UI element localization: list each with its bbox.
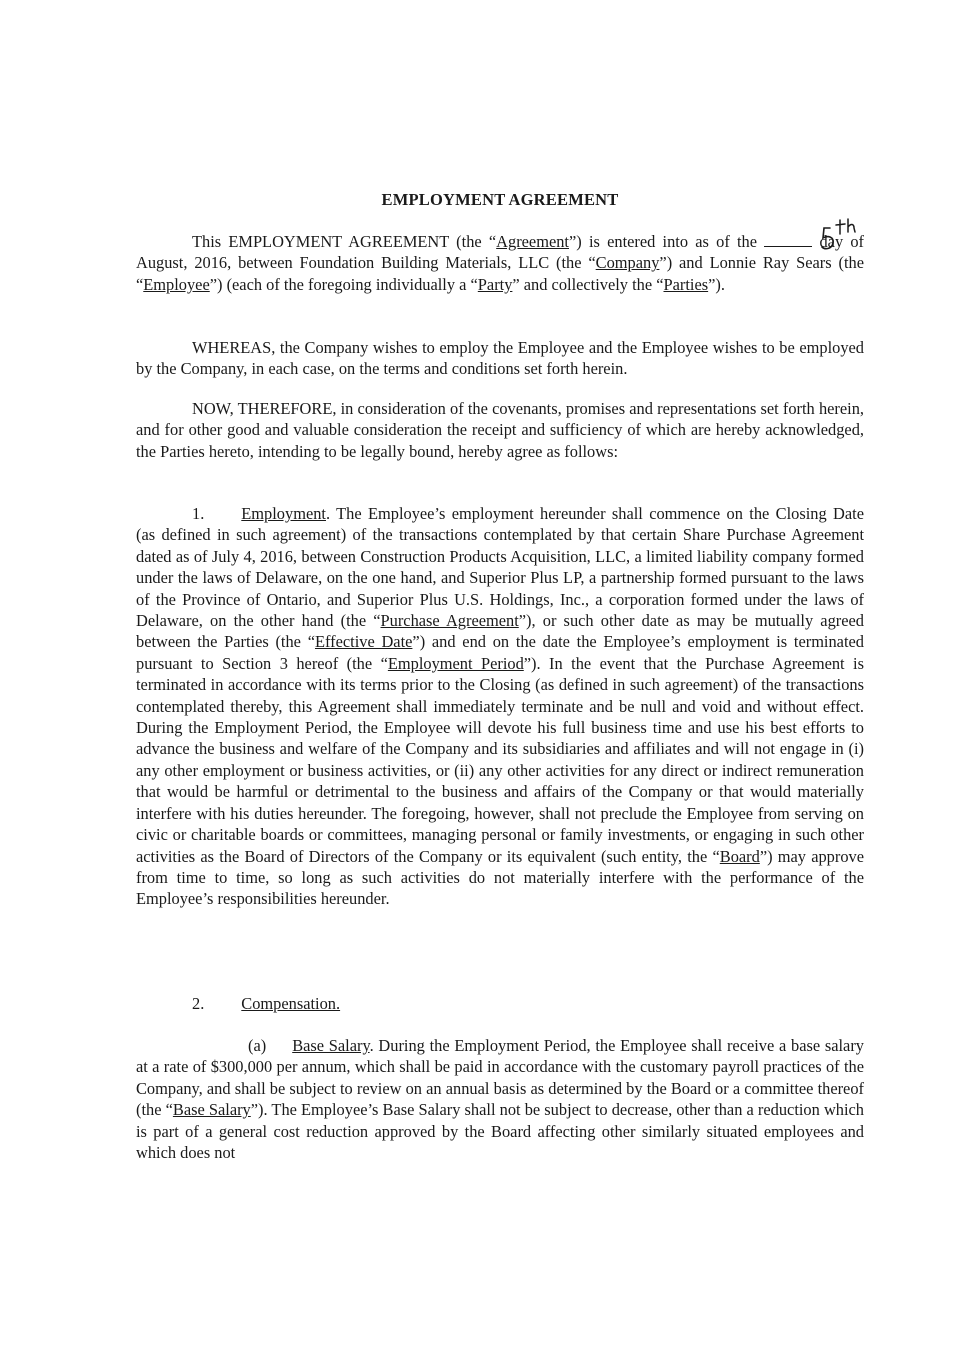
intro-text-6: ” and collectively the “: [512, 274, 664, 294]
intro-text-5: ”) (each of the foregoing individually a “: [209, 274, 478, 294]
whereas-paragraph: [136, 337, 864, 380]
section-1-text-1: . The Employee’s employment hereunder shall commence on the Closing Date (as defined in such agreement) of the transactions contemplated by that certain Share Purchase Agreement dated as of July 4, 2016, between Construction Products Acquisition, LLC, a limited liability company formed under the laws of Delaware, on the one hand, and Superior Plus LP, a partnership formed pursuant to the laws of the Province of Ontario, and Superior Plus U.S. Holdings, Inc., a corporation formed under the laws of Delaware, on the other hand (the “: [136, 504, 864, 631]
section-2-heading: Compensation.: [241, 994, 341, 1013]
section-1-text-2: ”), or such other date as may be mutually agreed between the Parties (the “: [136, 611, 864, 652]
section-2a-paragraph: [136, 1035, 864, 1163]
day-blank-line: [764, 232, 812, 247]
term-employee: Employee: [143, 274, 210, 294]
whereas-text: WHEREAS, the Company wishes to employ the Employee and the Employee wishes to be employed by the Company, in each case, on the terms and conditions set forth herein.: [136, 338, 864, 379]
intro-text-3: day of August, 2016, between Foundation Building Materials, LLC (the “: [136, 232, 865, 273]
section-2a-text-1: . During the Employment Period, the Employee shall receive a base salary at a rate of $300,000 per annum, which shall be paid in accordance with the customary payroll practices of the Company, and shall be subject to review on an annual basis as determined by the Board or a committee thereof (the “: [136, 1036, 864, 1120]
intro-paragraph: [136, 231, 864, 295]
section-2-heading-paragraph: [136, 993, 864, 1014]
intro-text-2: ”) is entered into as of the: [569, 232, 765, 251]
term-party: Party: [477, 274, 513, 294]
section-1-text-3: ”) and end on the date the Employee’s employment is terminated pursuant to Section 3 hereof (the “: [136, 632, 864, 673]
term-employment-period: Employment Period: [387, 653, 524, 673]
term-effective-date: Effective Date: [314, 632, 413, 652]
term-parties: Parties: [663, 274, 709, 294]
section-1-text-5: ”) may approve from time to time, so long as such activities do not materially interfere with the performance of the Employee’s responsibilities hereunder.: [136, 846, 865, 909]
section-1-paragraph: [136, 503, 864, 910]
intro-text-7: ”).: [708, 274, 725, 294]
section-2a-heading: Base Salary: [292, 1036, 370, 1055]
section-1-text-4: ”). In the event that the Purchase Agreement is terminated in accordance with its terms prior to the Closing (as defined in such agreement) of the transactions contemplated thereby, this Agreement shall immediately terminate and be null and void and without effect. During the Employment Period, the Employee will devote his full business time and use his best efforts to advance the business and welfare of the Company and its subsidiaries and affiliates and will not engage in (i) any other employment or business activities, or (ii) any other activities for any direct or indirect remuneration that would be harmful or detrimental to the business and affairs of the Company or that would materially interfere with his duties hereunder. The foregoing, however, shall not preclude the Employee from serving on civic or charitable boards or committees, managing personal or family investments, or engaging in such other activities as the Board of Directors of the Company or its equivalent (such entity, the “: [136, 653, 864, 866]
section-2a-label: (a): [248, 1036, 267, 1055]
now-therefore-text: NOW, THEREFORE, in consideration of the covenants, promises and representations set forth herein, and for other good and valuable consideration the receipt and sufficiency of which are hereby acknowledged, the Parties hereto, intending to be legally bound, hereby agree as follows:: [136, 399, 864, 461]
term-board: Board: [719, 846, 760, 866]
term-purchase-agreement: Purchase Agreement: [380, 611, 519, 631]
document-title: EMPLOYMENT AGREEMENT: [381, 190, 619, 209]
term-agreement: Agreement: [496, 232, 569, 251]
section-1-number: 1.: [192, 504, 205, 523]
term-base-salary: Base Salary: [172, 1100, 251, 1120]
now-therefore-paragraph: [136, 398, 864, 462]
section-2-number: 2.: [192, 994, 205, 1013]
term-company: Company: [595, 253, 660, 273]
section-2a-text-2: ”). The Employee’s Base Salary shall not be subject to decrease, other than a reduction which is part of a general cost reduction approved by the Board affecting other similarly situated employees and which does not: [136, 1100, 864, 1163]
intro-text-4: ”) and Lonnie Ray Sears (the “: [136, 253, 864, 294]
section-1-heading: Employment: [241, 504, 326, 523]
intro-text-1: This EMPLOYMENT AGREEMENT (the “: [192, 232, 497, 251]
